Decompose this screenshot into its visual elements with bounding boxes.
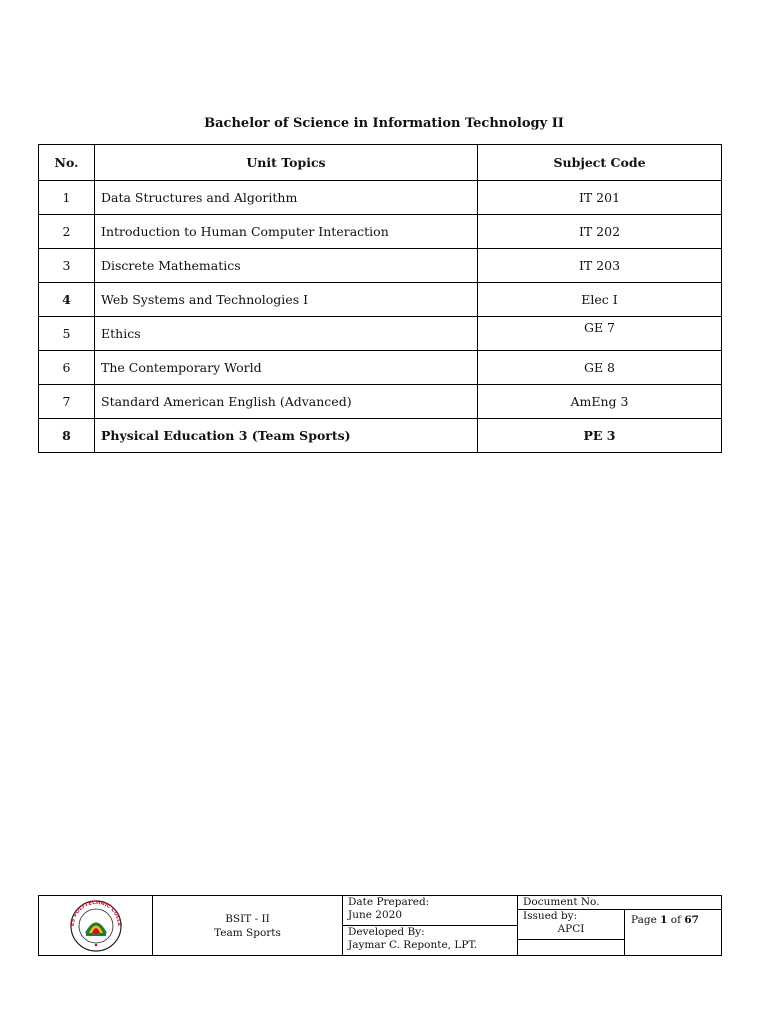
header-no: No. [39,145,95,181]
row-code: AmEng 3 [478,385,722,419]
issued-by-cell [518,910,625,940]
svg-text:ACES POLYTECHNIC COLLEGE: ES POLYTECHNIC COLLE [69,900,123,927]
row-no: 3 [39,249,95,283]
row-code: PE 3 [478,419,722,453]
table-row [39,317,722,351]
row-no: 2 [39,215,95,249]
table-row [39,419,722,453]
row-no: 7 [39,385,95,419]
date-prepared-value: June 2020 [348,909,403,921]
row-topic: Introduction to Human Computer Interaction [95,215,478,249]
row-code: IT 202 [478,215,722,249]
row-no: 8 [39,419,95,453]
document-title: Bachelor of Science in Information Technology II [204,116,564,131]
table-row [39,283,722,317]
document-no-label: Document No. [518,896,721,910]
row-topic: Physical Education 3 (Team Sports) [95,419,478,453]
table-row [39,351,722,385]
footer-subject-cell [153,896,343,955]
row-code: Elec I [478,283,722,317]
row-no: 6 [39,351,95,385]
row-code [478,317,722,351]
header-unit-topics: Unit Topics [95,145,478,181]
issued-by-value: APCI [557,923,585,935]
issued-by-label: Issued by: [523,910,578,922]
row-no: 4 [39,283,95,317]
footer-dates-cell [343,896,518,955]
row-code: IT 201 [478,181,722,215]
document-footer [38,895,722,956]
topics-table [38,144,722,453]
page-number [625,910,721,940]
table-row [39,385,722,419]
row-no: 1 [39,181,95,215]
table-row [39,249,722,283]
footer-empty-cell [518,940,625,955]
row-topic: The Contemporary World [95,351,478,385]
row-code: IT 203 [478,249,722,283]
row-topic: Data Structures and Algorithm [95,181,478,215]
row-no: 5 [39,317,95,351]
row-topic: Discrete Mathematics [95,249,478,283]
table-row [39,181,722,215]
table-row [39,215,722,249]
row-code-text: GE 7 [583,320,616,335]
date-prepared-label: Date Prepared: [348,896,430,908]
page-of: of [670,914,682,926]
page-current: 1 [660,914,668,926]
header-subject-code: Subject Code [478,145,722,181]
developed-by-label: Developed By: [348,926,425,938]
row-topic: Standard American English (Advanced) [95,385,478,419]
page-label: Page [631,914,657,926]
footer-logo-cell [39,896,153,955]
footer-program: BSIT - II [225,912,270,925]
row-topic: Web Systems and Technologies I [95,283,478,317]
row-code: GE 8 [478,351,722,385]
developed-by-value: Jaymar C. Reponte, LPT. [348,939,478,951]
page-total: 67 [684,914,699,926]
footer-subject: Team Sports [214,926,281,939]
college-logo [65,900,127,952]
row-topic: Ethics [95,317,478,351]
table-header-row [39,145,722,181]
